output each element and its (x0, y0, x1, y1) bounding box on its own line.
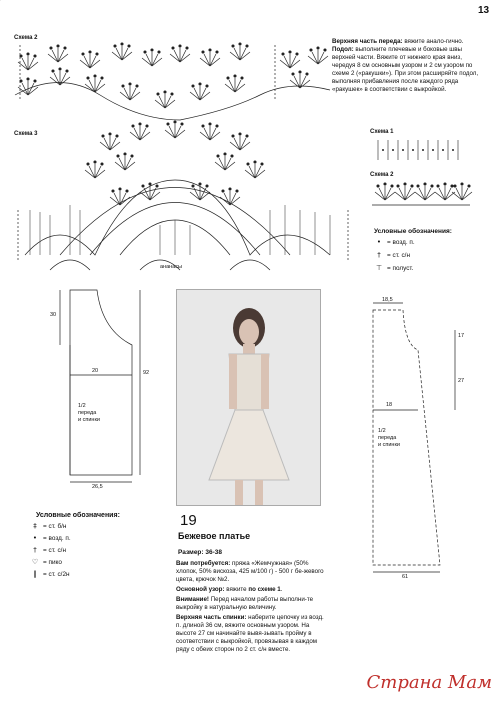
dim-61: 61 (402, 574, 409, 580)
left-legend-item: ‡ = ст. б/н (33, 522, 67, 530)
left-legend-title: Условные обозначения: (36, 512, 120, 519)
article-size: Размер: 36-38 (178, 549, 223, 556)
right-legend-item: † = ст. с/н (377, 251, 410, 259)
back-text: наберите цепочку из возд. п. длиной 36 см, вяжите основным узором. На высоте 27 см начинайте вывя-зывать пройму в соответствии с выкройкой, провязывая в каждом ряду с обеих сторон по 2 ст. с/н вместе. (176, 614, 324, 653)
dim-265: 26,5 (92, 484, 103, 490)
dim-92: 92 (143, 370, 150, 376)
back-label: Верхняя часть спинки: (176, 614, 247, 621)
front-upper-text (332, 38, 487, 94)
dim-185: 18,5 (382, 297, 393, 303)
front-upper-bold: Верхняя часть переда: (332, 38, 403, 45)
dim-17: 17 (458, 333, 465, 339)
schema2-top-diagram (0, 0, 330, 120)
schema2-right-diagram (372, 183, 472, 205)
right-legend-item: ⊤ = полуст. (375, 264, 414, 272)
hem-bold: Подол: (332, 46, 354, 53)
article-body: Вам потребуется: пряжа «Жемчужная» (50% хлопок, 50% вискоза, 425 м/100 г) - 500 г бе-жевого цвета, крючок №2. Основной узор: вяжите по схеме 1. Внимание! Перед началом работы выполни-те выкройку в натуральную величину. Верхняя часть спинки: наберите цепочку из возд. п. длиной 36 см, вяжите основным узором. На высоте 27 см начинайте вывя-зывать пройму в соответствии с выкройкой, провязывая в каждом ряду с обеих сторон по 2 ст. с/н вместе. (176, 560, 324, 653)
left-legend-item: † = ст. с/н (33, 546, 66, 554)
right-legend-title: Условные обозначения: (374, 228, 452, 235)
main-pattern-schema: по схеме 1 (248, 586, 281, 593)
main-pattern-label: Основной узор: (176, 586, 225, 593)
dress-photo (176, 289, 321, 506)
right-legend-item: • = возд. п. (376, 238, 415, 246)
hem-normal: выполните плечевые и боковые швы верхней части. Вяжите от нижнего края вниз, чередуя 8 см основным узором и 2 см узором по схеме 2 («ракушки»). При этом расширяйте подол, выполняя прибавления после каждого ряда «ракушек» в соответствии с выкройкой. (332, 46, 479, 93)
dim-18: 18 (386, 402, 393, 408)
schema1-right-label: Схема 1 (370, 129, 394, 135)
right-pattern-label: 1/2 переда и спинки (378, 428, 400, 448)
left-pattern-label: 1/2 переда и спинки (78, 403, 100, 423)
dim-27: 27 (458, 378, 465, 384)
main-pattern-text: вяжите (224, 586, 249, 593)
attention-label: Внимание! (176, 596, 209, 603)
attention-text: Перед началом работы выполни-те выкройку в натуральную величину. (176, 596, 314, 611)
left-legend-item: ♡ = пико (31, 558, 62, 566)
article-title: Бежевое платье (178, 531, 251, 541)
dim-20: 20 (92, 368, 99, 374)
left-pattern-outline (60, 290, 140, 482)
schema3-label: Схема 3 (14, 131, 38, 137)
article-number: 19 (180, 512, 197, 529)
watermark-logo: Страна Мам (366, 672, 492, 693)
left-legend-item: ‖ = ст. с/2н (33, 570, 70, 578)
left-legend-item: • = возд. п. (32, 534, 71, 542)
needs-text: пряжа «Жемчужная» (50% хлопок, 50% вискоза, 425 м/100 г) - 500 г бе-жевого цвета, крючок №2. (176, 560, 324, 583)
model-illustration (177, 290, 320, 505)
front-upper-normal: вяжите анало-гично. (402, 38, 464, 45)
dim-30: 30 (50, 312, 57, 318)
schema2-right-label: Схема 2 (370, 172, 394, 178)
needs-label: Вам потребуется: (176, 560, 231, 567)
schema1-right-diagram (378, 140, 458, 160)
schema3-diagram (18, 121, 348, 270)
page-number: 13 (478, 5, 490, 16)
pineapple-label: ананасы (160, 264, 182, 270)
schema2-top-label: Схема 2 (14, 35, 38, 41)
